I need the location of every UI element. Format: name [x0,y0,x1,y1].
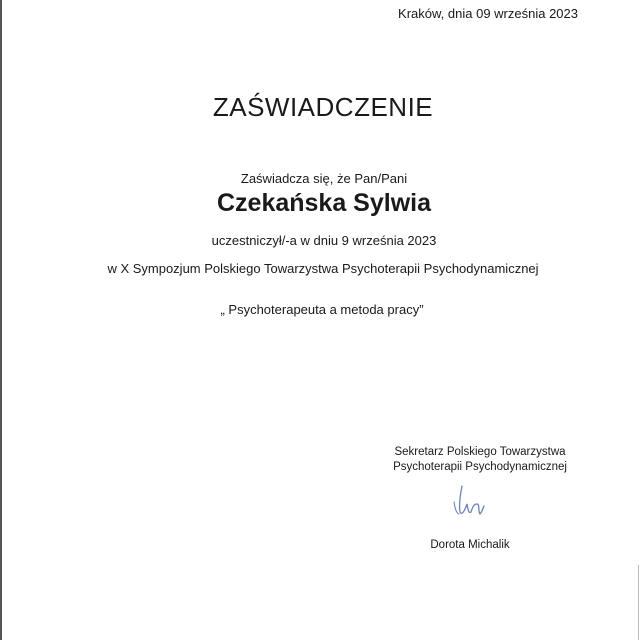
recipient-name: Czekańska Sylwia [216,189,431,217]
document-title: ZAŚWIADCZENIE [212,92,434,122]
signer-name: Dorota Michalik [430,539,510,551]
intro-text: Zaświadcza się, że Pan/Pani [240,171,408,186]
event-text: w X Sympozjum Polskiego Towarzystwa Psychoterapii Psychodynamicznej [107,261,539,276]
handwritten-signature [450,482,490,522]
topic-text: „ Psychoterapeuta a metoda pracy” [220,302,424,317]
scan-edge-right [638,565,639,640]
place-date: Kraków, dnia 09 września 2023 [398,6,578,21]
scan-edge-left [0,0,2,640]
signer-role-line2: Psychoterapii Psychodynamicznej [393,461,567,473]
signer-role-line1: Sekretarz Polskiego Towarzystwa [394,446,566,458]
participation-text: uczestniczył/-a w dniu 9 września 2023 [211,233,437,248]
